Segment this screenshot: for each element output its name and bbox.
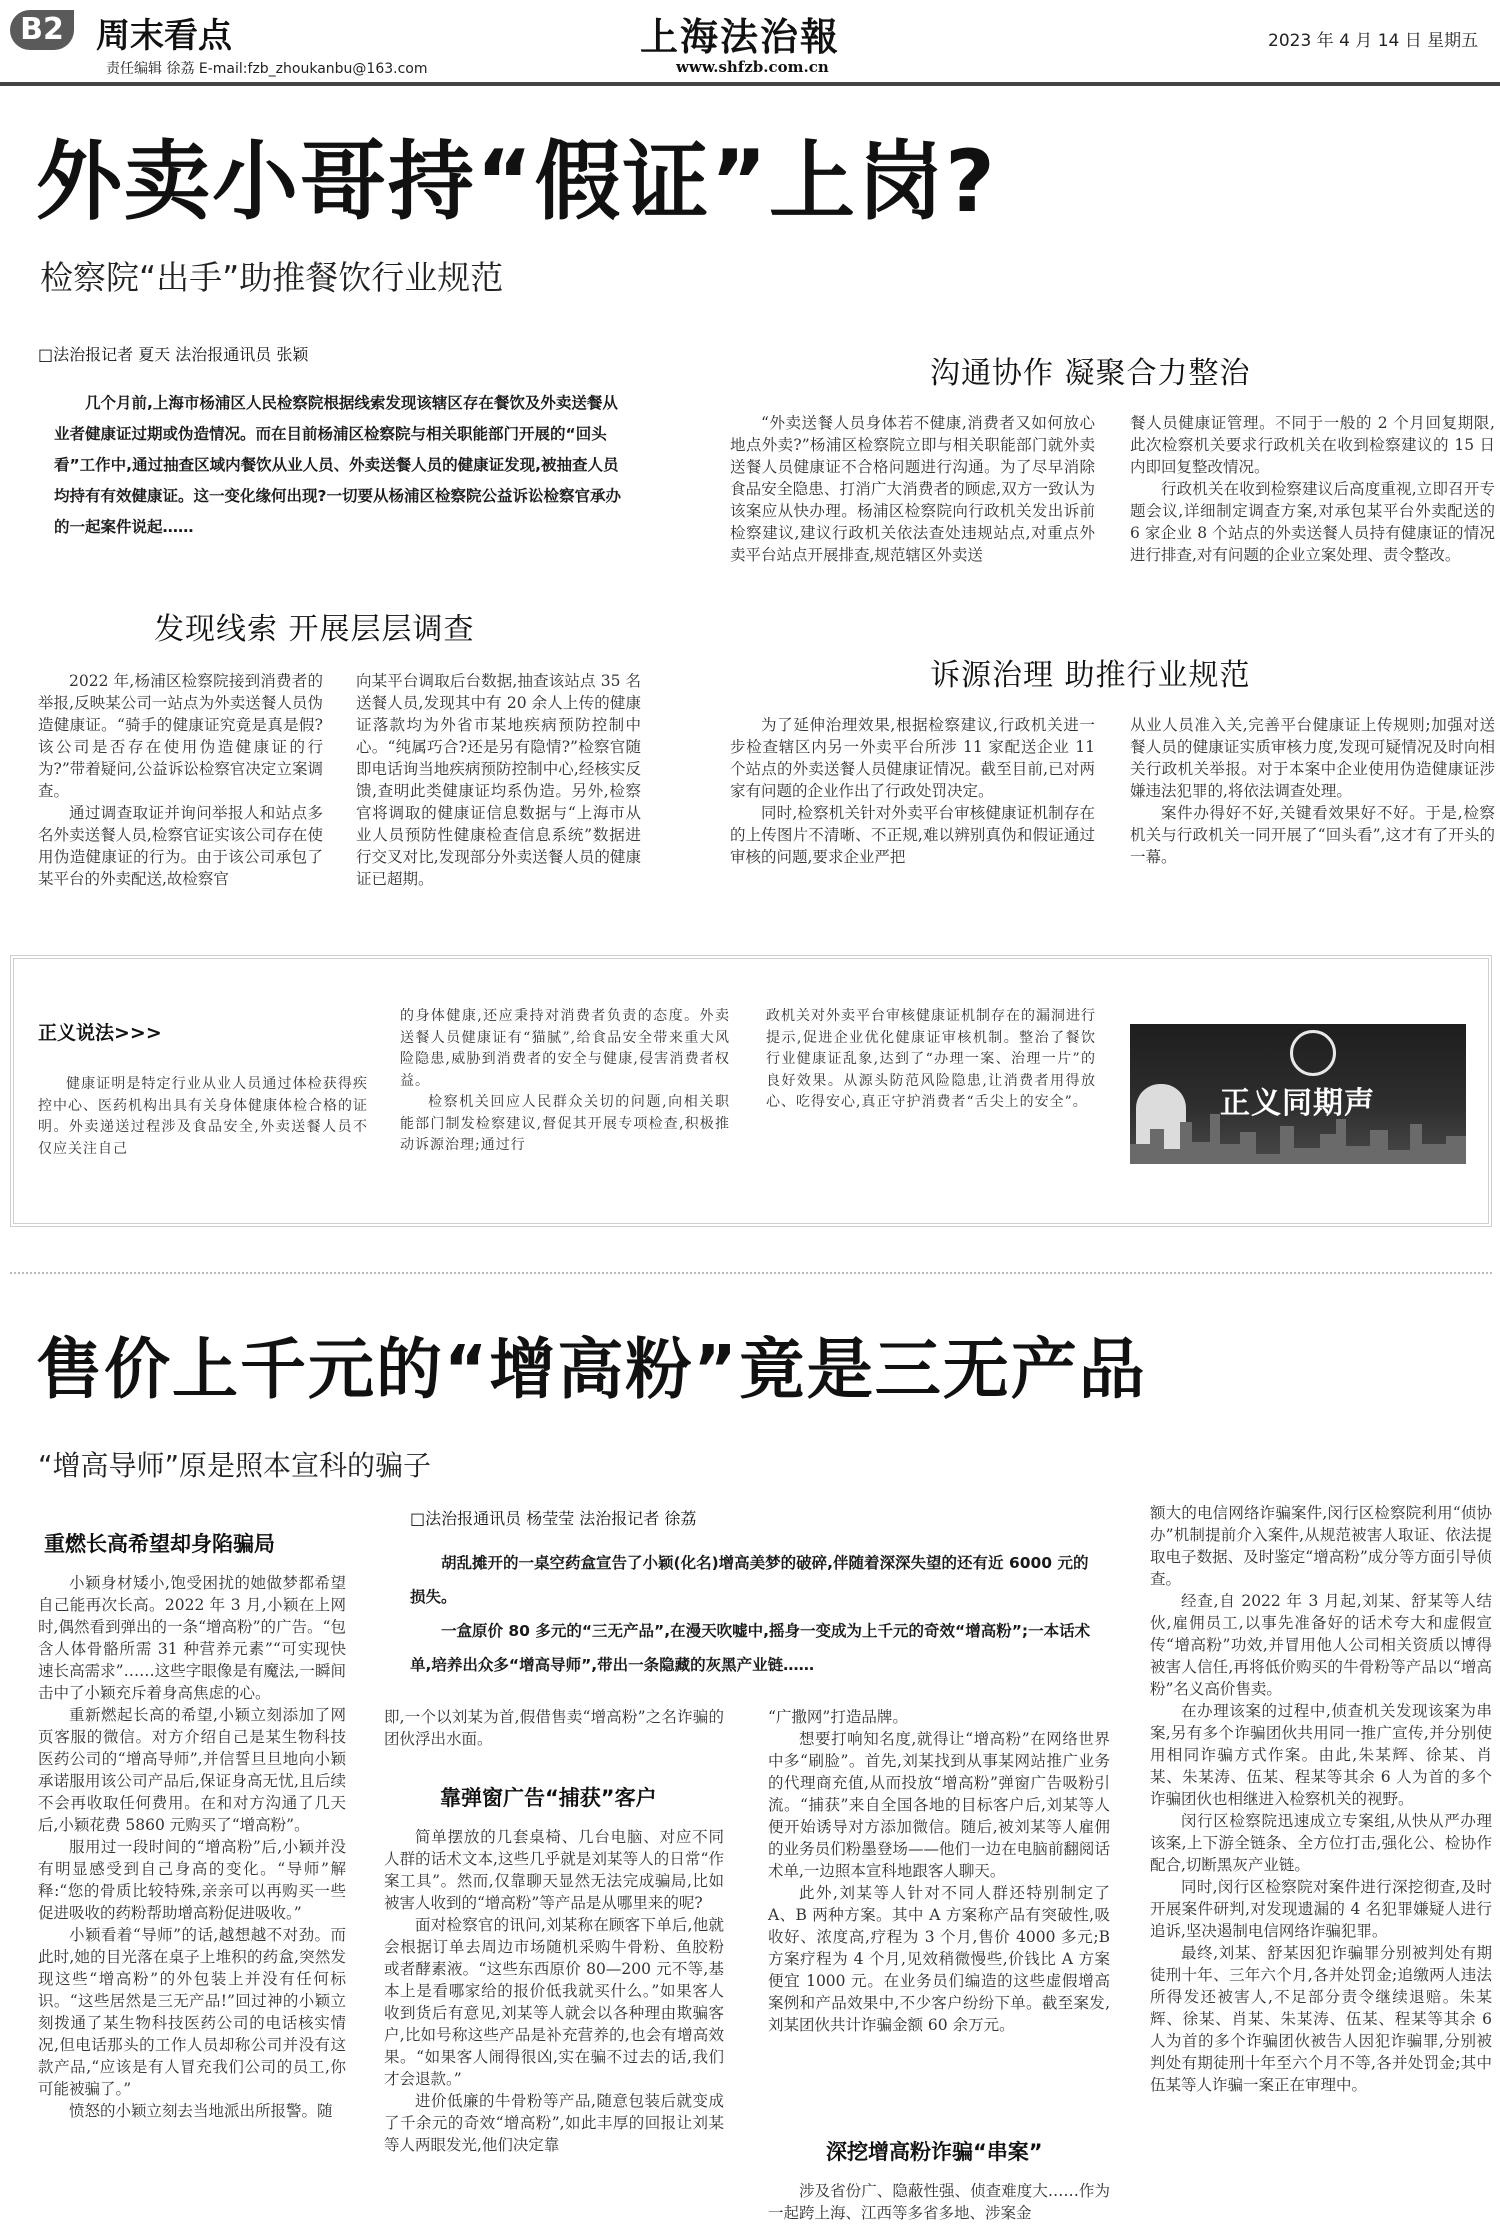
article1-subhead-3: 诉源治理 助推行业规范: [930, 658, 1251, 693]
article2-col2: 即,一个以刘某为首,假借售卖“增高粉”之名诈骗的团伙浮出水面。: [384, 1708, 724, 1748]
masthead-rule: [0, 82, 1500, 86]
article2-subhead-1: 重燃长高希望却身陷骗局: [44, 1532, 275, 1556]
section-divider: [10, 1272, 1492, 1274]
article1-section2-col2: 餐人员健康证管理。不同于一般的 2 个月回复期限,此次检察机关要求行政机关在收到检察建议的 15 日内即回复整改情况。 行政机关在收到检察建议后高度重视,立即召开专题会议,详细制定调查方案,对承包某平台外卖配送的 6 家企业 8 个站点的外卖送餐人员持有健康证的情况进行排查,对有问题的企业立案处理、责令整改。: [1130, 414, 1495, 564]
editorial-col1: 健康证明是特定行业从业人员通过体检获得疾控中心、医药机构出具有关身体健康体检合格的证明。外卖递送过程涉及食品安全,外卖送餐人员不仅应关注自己: [38, 1076, 368, 1157]
article2-byline: □法治报通讯员 杨莹莹 法治报记者 徐荔: [410, 1509, 697, 1528]
article1-lead: 几个月前,上海市杨浦区人民检察院根据线索发现该辖区存在餐饮及外卖送餐从业者健康证过期或伪造情况。而在目前杨浦区检察院与相关职能部门开展的“回头看”工作中,通过抽查区域内餐饮从业人员、外卖送餐人员的健康证发现,被抽查人员均持有有效健康证。这一变化缘何出现?一切要从杨浦区检察院公益诉讼检察官承办的一起案件说起……: [54, 394, 621, 536]
article2-subhead-2: 靠弹窗广告“捕获”客户: [440, 1786, 657, 1810]
article1-section1-col1: 2022 年,杨浦区检察院接到消费者的举报,反映某公司一站点为外卖送餐人员伪造健康证。“骑手的健康证究竟是真是假?该公司是否存在使用伪造健康证的行为?”带着疑问,公益诉讼检察官决定立案调查。 通过调查取证并询问举报人和站点多名外卖送餐人员,检察官证实该公司存在使用伪造健康证的行为。由于该公司承包了某平台的外卖配送,故检察官: [38, 672, 323, 888]
article1-section1-col2: 向某平台调取后台数据,抽查该站点 35 名送餐人员,发现其中有 20 余人上传的健康证落款均为外省市某地疾病预防控制中心。“纯属巧合?还是另有隐情?”检察官随即电话询当地疾病预防控制中心,经核实反馈,查明此类健康证均系伪造。另外,检察官将调取的健康证信息数据与“上海市从业人员预防性健康检查信息系统”数据进行交叉对比,发现部分外卖送餐人员的健康证已超期。: [356, 672, 641, 888]
website-link[interactable]: www.shfzb.com.cn: [676, 58, 829, 76]
editorial-col2: 的身体健康,还应秉持对消费者负责的态度。外卖送餐人员健康证有“猫腻”,给食品安全带来重大风险隐患,威胁到消费者的安全与健康,侵害消费者权益。 检察机关回应人民群众关切的问题,向相关职能部门制发检察建议,督促其开展专项检查,积极推动诉源治理;通过行: [400, 1008, 730, 1153]
article1-section2-col1: “外卖送餐人员身体若不健康,消费者又如何放心地点外卖?”杨浦区检察院立即与相关职能部门就外卖送餐人员健康证不合格问题进行沟通。为了尽早消除食品安全隐患、打消广大消费者的顾虑,双方一致认为该案应从快办理。杨浦区检察院向行政机关发出诉前检察建议,建议行政机关依法查处违规站点,对重点外卖平台站点开展排查,规范辖区外卖送: [730, 414, 1095, 564]
article1-subhead-1: 发现线索 开展层层调查: [154, 612, 475, 647]
article2-deck: “增高导师”原是照本宣科的骗子: [38, 1449, 432, 1482]
article1-headline: 外卖小哥持“假证”上岗?: [36, 132, 997, 232]
editorial-col3: 政机关对外卖平台审核健康证机制存在的漏洞进行提示,促进企业优化健康证审核机制。整治了餐饮行业健康证乱象,达到了“办理一案、治理一片”的良好效果。从源头防范风险隐患,让消费者用得放心、吃得安心,真正守护消费者“舌尖上的安全”。: [766, 1008, 1096, 1110]
article1-section3-col2: 从业人员准入关,完善平台健康证上传规则;加强对送餐人员的健康证实质审核力度,发现可疑情况及时向相关行政机关举报。对于本案中企业使用伪造健康证涉嫌违法犯罪的,将依法调查处理。 案件办得好不好,关键看效果好不好。于是,检察机关与行政机关一同开展了“回头看”,这才有了开头的一幕。: [1130, 716, 1495, 866]
article1-deck: 检察院“出手”助推餐饮行业规范: [40, 258, 504, 297]
editorial-image-title: 正义同期声: [1220, 1086, 1375, 1121]
article2-col4: 额大的电信网络诈骗案件,闵行区检察院利用“侦协办”机制提前介入案件,从规范被害人取证、依法提取电子数据、及时鉴定“增高粉”成分等方面引导侦查。 经查,自 2022 年 3 月起,刘某、舒某等人结伙,雇佣员工,以事先准备好的话术夸大和虚假宣传“增高粉”功效,并冒用他人公司相关资质以博得被害人信任,再将低价购买的牛骨粉等产品以“增高粉”名义高价售卖。 在办理该案的过程中,侦查机关发现该案为串案,另有多个诈骗团伙共用同一推广宣传,并分别使用相同诈骗方式作案。由此,朱某辉、徐某、肖某、朱某涛、伍某、程某等其余 6 人为首的多个诈骗团伙也相继进入检察机关的视野。 闵行区检察院迅速成立专案组,从快从严办理该案,上下游全链条、全方位打击,强化公、检协作配合,切断黑灰产业链。 同时,闵行区检察院对案件进行深挖彻查,及时开展案件研判,对发现遗漏的 4 名犯罪嫌疑人进行追诉,坚决遏制电信网络诈骗犯罪。 最终,刘某、舒某因犯诈骗罪分别被判处有期徒刑十年、三年六个月,各并处罚金;追缴两人违法所得发还被害人,不足部分责令继续退赔。朱某辉、徐某、肖某、朱某涛、伍某、程某等其余 6 人为首的多个诈骗团伙被告人因犯诈骗罪,分别被判处有期徒刑十年至六个月不等,各并处罚金;其中伍某等人诈骗一案正在审理中。: [1150, 1504, 1492, 2094]
article2-headline: 售价上千元的“增高粉”竟是三无产品: [36, 1331, 1147, 1408]
prosecution-emblem-icon: [1290, 1030, 1336, 1076]
editorial-image: [1130, 1024, 1466, 1164]
article2-col1: 小颖身材矮小,饱受困扰的她做梦都希望自己能再次长高。2022 年 3 月,小颖在上网时,偶然看到弹出的一条“增高粉”的广告。“包含人体骨骼所需 31 种营养元素”“可实现快速长高需求”……这些字眼像是有魔法,一瞬间击中了小颖充斥着身高焦虑的心。 重新燃起长高的希望,小颖立刻添加了网页客服的微信。对方介绍自己是某生物科技医药公司的“增高导师”,并信誓旦旦地向小颖承诺服用该公司产品后,保证身高无忧,且后续不会再收取任何费用。在和对方沟通了几天后,小颖花费 5860 元购买了“增高粉”。 服用过一段时间的“增高粉”后,小颖并没有明显感受到自己身高的变化。“导师”解释:“您的骨质比较特殊,亲亲可以再购买一些促进吸收的药粉帮助增高粉促进吸收。” 小颖看着“导师”的话,越想越不对劲。而此时,她的目光落在桌子上堆积的药盒,突然发现这些“增高粉”的外包装上并没有任何标识。“这些居然是三无产品!”回过神的小颖立刻拨通了某生物科技医药公司的电话核实情况,但电话那头的工作人员却称公司并没有这款产品,“应该是有人冒充我们公司的员工,你可能被骗了。” 愤怒的小颖立刻去当地派出所报警。随: [38, 1574, 346, 2120]
page-number-badge: B2: [10, 10, 74, 50]
article2-col3b: 涉及省份广、隐蔽性强、侦查难度大……作为一起跨上海、江西等多省多地、涉案金: [768, 2182, 1110, 2222]
article2-lead: 胡乱摊开的一桌空药盒宣告了小颖(化名)增高美梦的破碎,伴随着深深失望的还有近 6000 元的损失。 一盒原价 80 多元的“三无产品”,在漫天吹嘘中,摇身一变成为上千元的奇效“增高粉”;一本话术单,培养出众多“增高导师”,带出一条隐藏的灰黑产业链……: [410, 1554, 1091, 1674]
article2-subhead-3: 深挖增高粉诈骗“串案”: [826, 2140, 1043, 2164]
article2-col2b: 简单摆放的几套桌椅、几台电脑、对应不同人群的话术文本,这些几乎就是刘某等人的日常“作案工具”。然而,仅靠聊天显然无法完成骗局,比如被害人收到的“增高粉”等产品是从哪里来的呢? 面对检察官的讯问,刘某称在顾客下单后,他就会根据订单去周边市场随机采购牛骨粉、鱼胶粉或者酵素液。“这些东西原价 80—200 元不等,基本上是看哪家给的报价低我就买什么。”如果客人收到货后有意见,刘某等人就会以各种理由欺骗客户,比如号称这些产品是补充营养的,也会有增高效果。“如果客人闹得很凶,实在骗不过去的话,我们才会退款。” 进价低廉的牛骨粉等产品,随意包装后就变成了千余元的奇效“增高粉”,如此丰厚的回报让刘某等人两眼发光,他们决定靠: [384, 1828, 724, 2154]
article1-section3-col1: 为了延伸治理效果,根据检察建议,行政机关进一步检查辖区内另一外卖平台所涉 11 家配送企业 11 个站点的外卖送餐人员健康证情况。截至目前,已对两家有问题的企业作出了行政处罚决定。 同时,检察机关针对外卖平台审核健康证机制存在的上传图片不清晰、不正规,难以辨别真伪和假证通过审核的问题,要求企业严把: [730, 716, 1095, 866]
article1-byline: □法治报记者 夏天 法治报通讯员 张颖: [38, 345, 309, 364]
article2-col3: “广撒网”打造品牌。 想要打响知名度,就得让“增高粉”在网络世界中多“刷脸”。首先,刘某找到从事某网站推广业务的代理商充值,从而投放“增高粉”弹窗广告吸粉引流。“捕获”来自全国各地的目标客户后,刘某等人便开始诱导对方添加微信。随后,被刘某等人雇佣的业务员们粉墨登场——他们一边在电脑前翻阅话术单,一边照本宣科地跟客人聊天。 此外,刘某等人针对不同人群还特别制定了 A、B 两种方案。其中 A 方案称产品有突破性,吸收好、浓度高,疗程为 3 个月,售价 4000 多元;B 方案疗程为 4 个月,见效稍微慢些,价钱比 A 方案便宜 1000 元。在业务员们编造的这些虚假增高案例和产品效果中,不少客户纷纷下单。截至案发,刘某团伙共计诈骗金额 60 余万元。: [768, 1708, 1110, 2034]
newspaper-logo: 上海法治報: [640, 14, 841, 59]
section-name: 周末看点: [96, 16, 232, 56]
editor-line: 责任编辑 徐荔 E-mail:fzb_zhoukanbu@163.com: [106, 61, 428, 77]
editorial-title: 正义说法>>>: [38, 1022, 162, 1044]
issue-date: 2023 年 4 月 14 日 星期五: [1268, 31, 1479, 51]
article1-subhead-2: 沟通协作 凝聚合力整治: [930, 356, 1251, 391]
